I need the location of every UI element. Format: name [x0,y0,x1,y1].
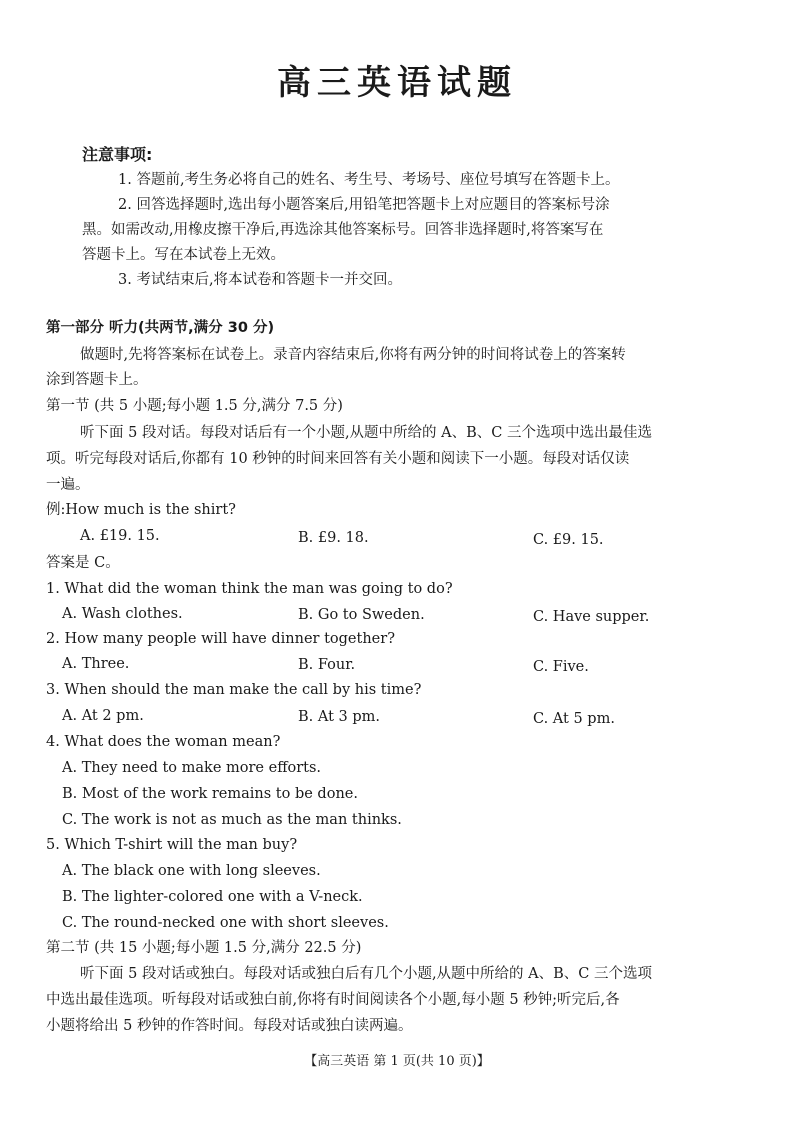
example-option-b: B. £9. 18. [298,530,369,546]
part1-intro-1: 做题时,先将答案标在试卷上。录音内容结束后,你将有两分钟的时间将试卷上的答案转 [80,347,626,363]
section2-intro-1: 听下面 5 段对话或独白。每段对话或独白后有几个小题,从题中所给的 A、B、C 三个选项 [80,966,652,982]
page-footer: 【高三英语 第 1 页(共 10 页)】 [304,1054,490,1069]
part1-intro-2: 涂到答题卡上。 [46,372,148,388]
section1-intro-2: 项。听完每段对话后,你都有 10 秒钟的时间来回答有关小题和阅读下一小题。每段对话仅读 [46,451,630,467]
page-title: 高三英语试题 [277,63,517,103]
q4-option-a: A. They need to make more efforts. [62,760,322,776]
q3-option-c: C. At 5 pm. [533,711,615,727]
notice-heading: 注意事项: [82,145,153,164]
notice-item-1: 1. 答题前,考生务必将自己的姓名、考生号、考场号、座位号填写在答题卡上。 [118,172,620,188]
question-2: 2. How many people will have dinner together? [46,631,395,647]
question-4: 4. What does the woman mean? [46,734,281,750]
q3-option-b: B. At 3 pm. [298,709,381,725]
q1-option-c: C. Have supper. [533,609,650,625]
section2-intro-2: 中选出最佳选项。听每段对话或独白前,你将有时间阅读各个小题,每小题 5 秒钟;听完后,各 [46,992,620,1008]
notice-item-3: 3. 考试结束后,将本试卷和答题卡一并交回。 [118,272,403,288]
q5-option-a: A. The black one with long sleeves. [62,863,321,879]
example-answer: 答案是 C。 [46,555,120,571]
question-5: 5. Which T-shirt will the man buy? [46,837,298,853]
notice-item-2: 2. 回答选择题时,选出每小题答案后,用铅笔把答题卡上对应题目的答案标号涂 [118,197,610,213]
question-1: 1. What did the woman think the man was going to do? [46,581,453,597]
part1-heading: 第一部分 听力(共两节,满分 30 分) [46,320,275,336]
example-option-c: C. £9. 15. [533,532,604,548]
notice-item-2-cont2: 答题卡上。写在本试卷上无效。 [82,247,285,263]
q4-option-c: C. The work is not as much as the man thinks. [62,812,402,828]
section1-heading: 第一节 (共 5 小题;每小题 1.5 分,满分 7.5 分) [46,398,343,414]
q1-option-b: B. Go to Sweden. [298,607,425,623]
q5-option-b: B. The lighter-colored one with a V-neck. [62,889,363,905]
q1-option-a: A. Wash clothes. [62,606,183,622]
section1-intro-3: 一遍。 [46,477,90,493]
section2-intro-3: 小题将给出 5 秒钟的作答时间。每段对话或独白读两遍。 [46,1018,413,1034]
q5-option-c: C. The round-necked one with short sleeves. [62,915,389,931]
question-3: 3. When should the man make the call by his time? [46,682,422,698]
q4-option-b: B. Most of the work remains to be done. [62,786,358,802]
q2-option-a: A. Three. [62,656,130,672]
notice-item-2-cont: 黑。如需改动,用橡皮擦干净后,再选涂其他答案标号。回答非选择题时,将答案写在 [82,222,604,238]
q2-option-c: C. Five. [533,659,589,675]
example-option-a: A. £19. 15. [80,528,160,544]
q2-option-b: B. Four. [298,657,356,673]
section2-heading: 第二节 (共 15 小题;每小题 1.5 分,满分 22.5 分) [46,940,362,956]
q3-option-a: A. At 2 pm. [62,708,144,724]
section1-intro-1: 听下面 5 段对话。每段对话后有一个小题,从题中所给的 A、B、C 三个选项中选出最佳选 [80,425,652,441]
example-question: 例:How much is the shirt? [46,502,236,518]
